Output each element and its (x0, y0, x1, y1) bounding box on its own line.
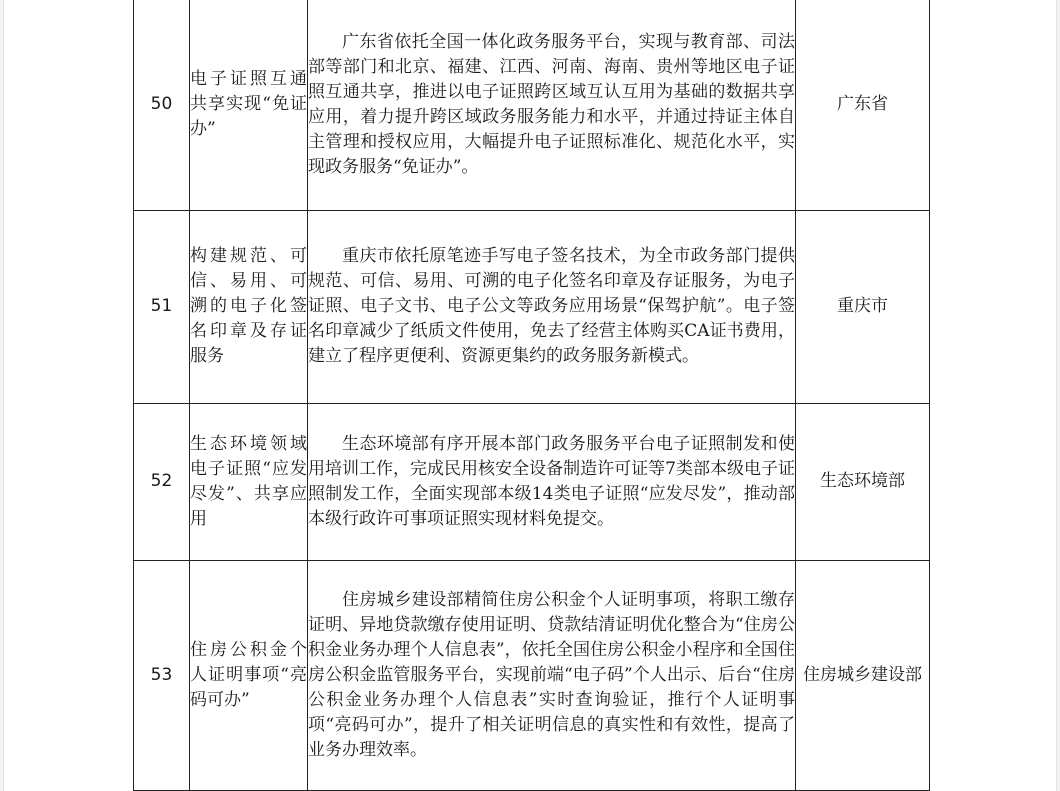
row-description: 重庆市依托原笔迹手写电子签名技术，为全市政务部门提供规范、可信、易用、可溯的电子化签名印章及存证服务，为电子证照、电子文书、电子公文等政务应用场景“保驾护航”。电子签名印章减少了纸质文件使用，免去了经营主体购买CA证书费用，建立了程序更便利、资源更集约的政务服务新模式。 (308, 210, 796, 403)
row-number: 53 (134, 560, 190, 790)
row-item-name: 生态环境领域电子证照“应发尽发”、共享应用 (190, 403, 308, 560)
page-right-edge (1056, 0, 1060, 791)
row-unit: 生态环境部 (796, 403, 930, 560)
row-description: 生态环境部有序开展本部门政务服务平台电子证照制发和使用培训工作，完成民用核安全设备制造许可证等7类部本级电子证照制发工作，全面实现部本级14类电子证照“应发尽发”，推动部本级行政许可事项证照实现材料免提交。 (308, 403, 796, 560)
row-description: 住房城乡建设部精简住房公积金个人证明事项，将职工缴存证明、异地贷款缴存使用证明、贷款结清证明优化整合为“住房公积金业务办理个人信息表”，依托全国住房公积金小程序和全国住房公积金监管服务平台，实现前端“电子码”个人出示、后台“住房公积金业务办理个人信息表”实时查询验证，推行个人证明事项“亮码可办”，提升了相关证明信息的真实性和有效性，提高了业务办理效率。 (308, 560, 796, 790)
row-number: 52 (134, 403, 190, 560)
row-number: 50 (134, 0, 190, 210)
row-item-name: 住房公积金个人证明事项“亮码可办” (190, 560, 308, 790)
table-row (134, 560, 930, 790)
table-row (134, 0, 930, 210)
row-unit: 住房城乡建设部 (796, 560, 930, 790)
row-description: 广东省依托全国一体化政务服务平台，实现与教育部、司法部等部门和北京、福建、江西、河南、海南、贵州等地区电子证照互通共享，推进以电子证照跨区域互认互用为基础的数据共享应用，着力提升跨区域政务服务能力和水平，并通过持证主体自主管理和授权应用，大幅提升电子证照标准化、规范化水平，实现政务服务“免证办”。 (308, 0, 796, 210)
row-item-name: 电子证照互通共享实现“免证办” (190, 0, 308, 210)
row-unit: 广东省 (796, 0, 930, 210)
table-row (134, 403, 930, 560)
row-number: 51 (134, 210, 190, 403)
row-unit: 重庆市 (796, 210, 930, 403)
row-item-name: 构建规范、可信、易用、可溯的电子化签名印章及存证服务 (190, 210, 308, 403)
cases-table (133, 0, 930, 791)
page-left-edge (0, 0, 4, 791)
table-row (134, 210, 930, 403)
